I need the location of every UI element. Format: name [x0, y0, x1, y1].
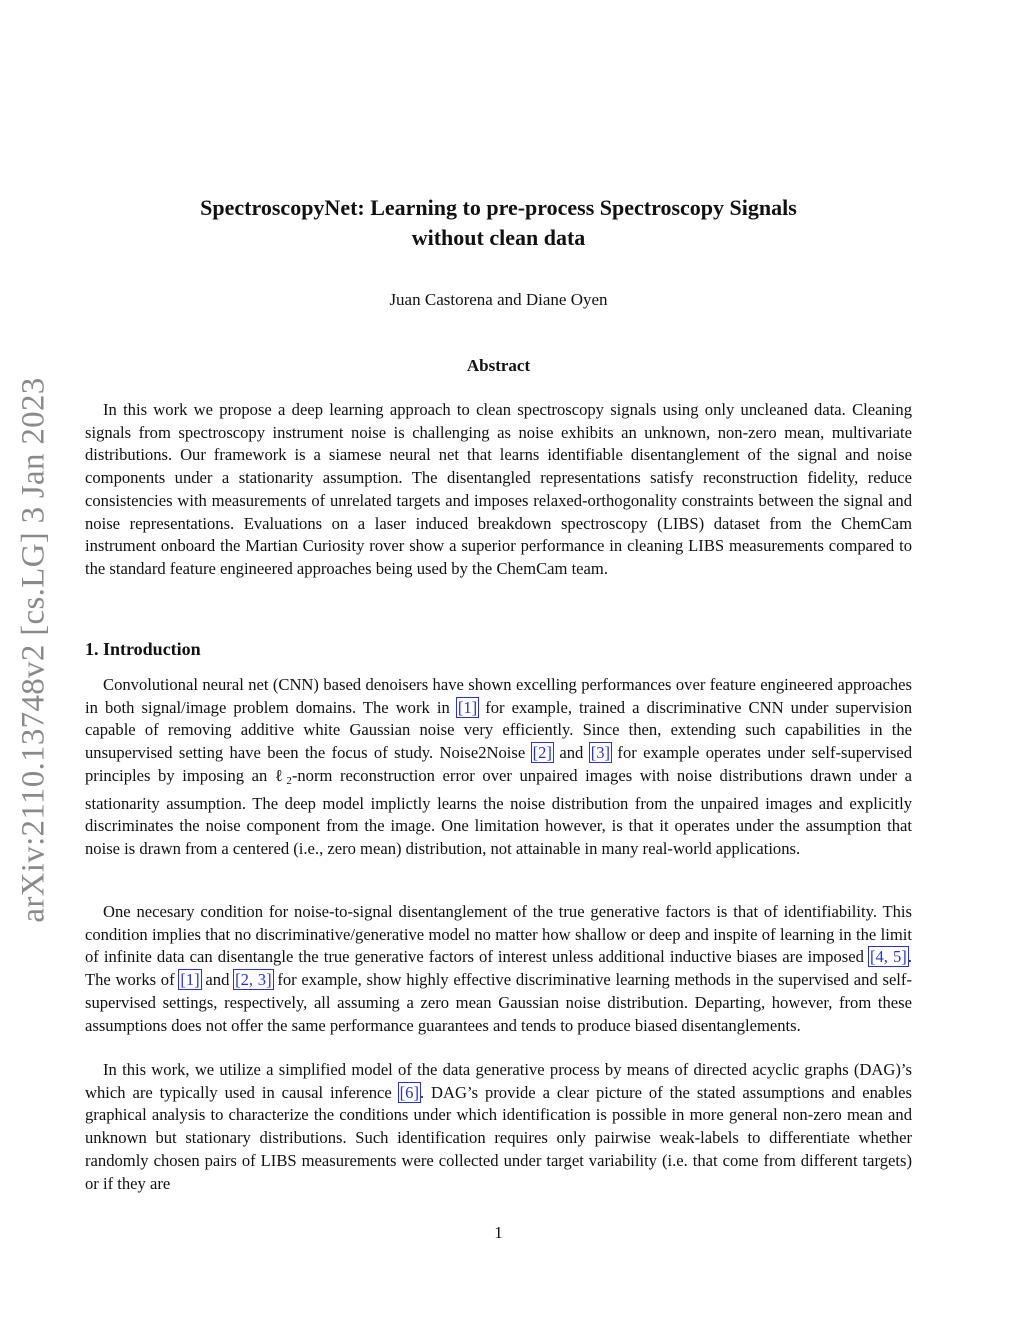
arxiv-sidebar: [12, 372, 56, 928]
text-span: for example, trained a discriminative CNN under supervision capable of removing additive white Gaussian noise very efficiently. Since then, extending such capabilities in the unsupervised setting have been the focus of study. Noise2Noise: [85, 697, 912, 763]
title-line-1: SpectroscopyNet: Learning to pre-process Spectroscopy Signals: [200, 195, 797, 220]
authors: Juan Castorena and Diane Oyen: [389, 290, 608, 309]
title-line-2: without clean data: [411, 225, 586, 250]
abstract-text: In this work we propose a deep learning approach to clean spectroscopy signals using only uncleaned data. Cleaning signals from spectroscopy instrument noise is challenging as noise exhibits an unknown, non-zero mean, multivariate distributions. Our framework is a siamese neural net that learns identifiable disentanglement of the signal and noise components under a stationarity assumption. The disentangled representations satisfy reconstruction fidelity, reduce consistencies with measurements of unrelated targets and imposes relaxed-orthogonality constraints between the signal and noise representations. Evaluations on a laser induced breakdown spectroscopy (LIBS) dataset from the ChemCam instrument onboard the Martian Curiosity rover show a superior performance in cleaning LIBS measurements compared to the standard feature engineered approaches being used by the ChemCam team.: [85, 400, 912, 578]
citation-link[interactable]: [2]: [532, 743, 552, 763]
subscript: 2: [286, 774, 292, 787]
text-span: In this work, we utilize a simplified model of the data generative process by means of directed acyclic graphs (DAG)’s which are typically used in causal inference: [85, 1060, 912, 1102]
citation-link[interactable]: [6]: [399, 1082, 420, 1102]
text-span: One necesary condition for noise-to-signal disentanglement of the true generative factors is that of identifiability. This condition implies that no discriminative/generative model no matter how shallow or deep and inspite of learning in the limit of infinite data can disentangle the true generative factors of interest unless additional inductive biases are imposed: [85, 902, 912, 967]
citation-link[interactable]: [3]: [590, 743, 611, 763]
text-span: and: [200, 970, 235, 990]
text-span: Convolutional neural net (CNN) based denoisers have shown excelling performances over feature engineered approaches in both signal/image problem domains. The work in: [85, 675, 912, 717]
text-span: for example operates under self-supervised principles by imposing an ℓ: [85, 743, 912, 785]
arxiv-identifier: arXiv:2110.13748v2 [cs.LG] 3 Jan 2023: [15, 377, 52, 923]
text-span: . DAG’s provide a clear picture of the stated assumptions and enables graphical analysis to characterize the conditions under which identification is possible in more general non-zero mean and unknown but stationary distributions. Such identification requires only pairwise weak-labels to differentiate whether randomly chosen pairs of LIBS measurements were collected under target variability (i.e. that come from different targets) or if they are: [85, 1082, 912, 1193]
intro-paragraph-2: [85, 901, 912, 1037]
citation-link[interactable]: [4, 5]: [869, 947, 907, 967]
citation-link[interactable]: [2, 3]: [235, 970, 272, 990]
introduction-heading: 1. Introduction: [85, 639, 201, 659]
text-span: for example, show highly effective discriminative learning methods in the supervised and self-supervised settings, respectively, all assuming a zero mean Gaussian noise distribution. Departing, however, from these assumptions does not offer the same performance guarantees and tends to produce biased disentanglements.: [85, 970, 912, 1035]
text-span: and: [552, 743, 590, 763]
citation-link[interactable]: [1]: [457, 697, 478, 717]
text-span: -norm reconstruction error over unpaired images with noise distributions drawn under a stationarity assumption. The deep model implictly learns the noise distribution from the unpaired images and explicitly discriminates the noise component from the image. One limitation however, is that it operates under the assumption that noise is drawn from a centered (i.e., zero mean) distribution, not attainable in many real-world applications.: [85, 765, 912, 858]
citation-link[interactable]: [1]: [180, 970, 200, 990]
page-number: 1: [494, 1223, 503, 1242]
abstract-heading: Abstract: [466, 356, 531, 375]
intro-paragraph-3: [85, 1059, 912, 1195]
intro-paragraph-1: [85, 674, 912, 861]
paper-title: [85, 193, 912, 253]
text-span: . The works of: [85, 947, 912, 990]
